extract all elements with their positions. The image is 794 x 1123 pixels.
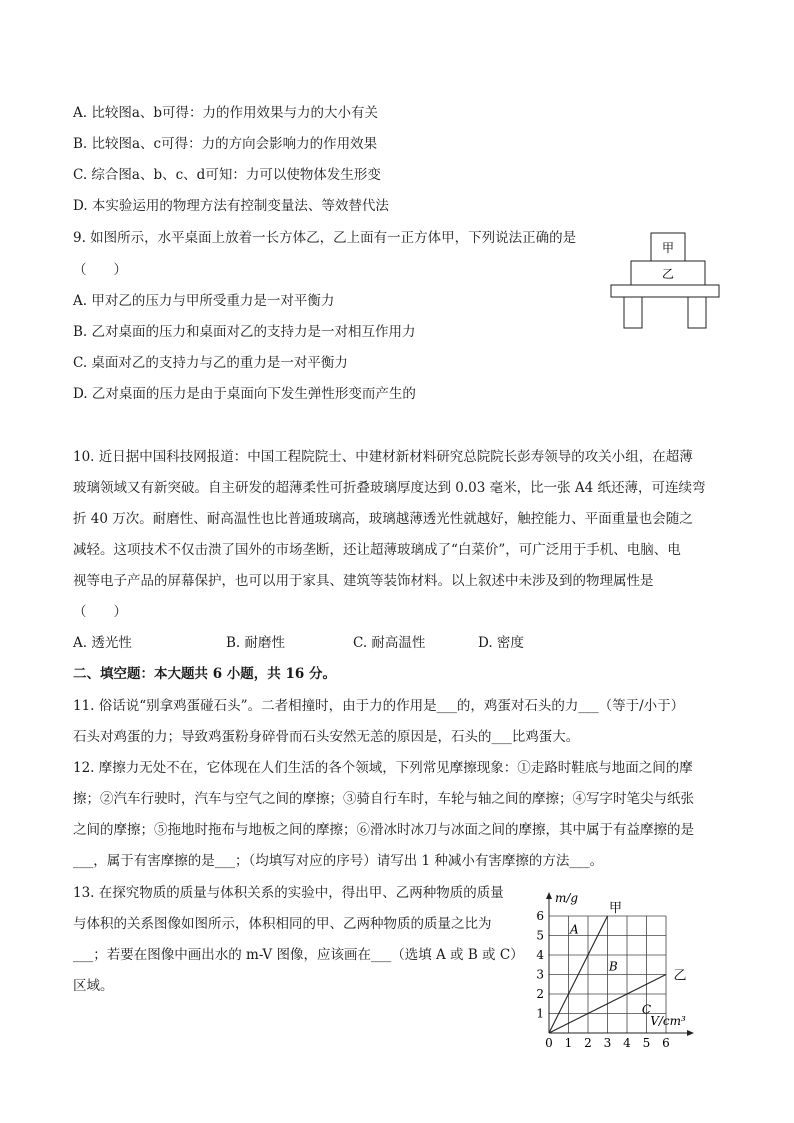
q13-line-4: 区域。 — [73, 978, 114, 994]
q10-option-a: A. 透光性 — [73, 635, 132, 651]
q13-mv-chart — [520, 880, 730, 1050]
q11-line-2: 石头对鸡蛋的力；导致鸡蛋粉身碎骨而石头安然无恙的原因是，石头的___比鸡蛋大。 — [73, 729, 580, 745]
y-tick-label: 2 — [536, 987, 544, 1001]
q8-option-c: C. 综合图a、b、c、d可知：力可以使物体发生形变 — [73, 167, 381, 183]
q10-option-c: C. 耐高温性 — [353, 635, 426, 651]
q9-figure-blocks-on-table — [608, 228, 724, 334]
x-tick-label: 3 — [603, 1036, 612, 1050]
region-label-C: C — [641, 1002, 652, 1017]
x-axis-label: V/cm³ — [650, 1014, 686, 1028]
q11-line-1: 11. 俗话说“别拿鸡蛋碰石头”。二者相撞时，由于力的作用是___的，鸡蛋对石头的力___（等于/小于） — [73, 698, 685, 714]
y-axis-arrow — [546, 892, 552, 899]
q10-line-5: 视等电子产品的屏幕保护，也可以用于家具、建筑等装饰材料。以上叙述中未涉及到的物理属性是 — [73, 573, 654, 589]
series-label-2: 乙 — [673, 968, 687, 984]
table-leg-right — [688, 297, 706, 328]
q8-option-b: B. 比较图a、c可得：力的方向会影响力的作用效果 — [73, 136, 378, 152]
q12-line-3: 之间的摩擦；⑤拖地时拖布与地板之间的摩擦；⑥滑冰时冰刀与冰面之间的摩擦，其中属于有益摩擦的是 — [73, 822, 694, 838]
q9-option-b: B. 乙对桌面的压力和桌面对乙的支持力是一对相互作用力 — [73, 324, 416, 340]
x-tick-label: 1 — [564, 1036, 573, 1050]
x-tick-label: 6 — [662, 1036, 670, 1050]
table-leg-left — [624, 297, 642, 328]
q12-line-2: 擦；②汽车行驶时，汽车与空气之间的摩擦；③骑自行车时，车轮与轴之间的摩擦；④写字时笔尖与纸张 — [73, 791, 694, 807]
q8-option-a: A. 比较图a、b可得：力的作用效果与力的大小有关 — [73, 105, 379, 121]
q10-line-2: 玻璃领域又有新突破。自主研发的超薄柔性可折叠玻璃厚度达到 0.03 毫米，比一张 A4 纸还薄，可连续弯 — [73, 480, 706, 496]
q9-stem: 9. 如图所示，水平桌面上放着一长方体乙，乙上面有一正方体甲，下列说法正确的是 — [73, 230, 577, 246]
x-tick-label: 0 — [545, 1036, 553, 1050]
q10-line-4: 减轻。这项技术不仅击溃了国外的市场垄断，还让超薄玻璃成了“白菜价”，可广泛用于手机、电脑、电 — [73, 542, 681, 558]
q12-line-1: 12. 摩擦力无处不在，它体现在人们生活的各个领域，下列常见摩擦现象：①走路时鞋底与地面之间的摩 — [73, 760, 693, 776]
q9-option-c: C. 桌面对乙的支持力与乙的重力是一对平衡力 — [73, 355, 348, 371]
y-tick-label: 4 — [536, 948, 544, 962]
series-label-1: 甲 — [608, 901, 623, 916]
y-tick-label: 3 — [536, 967, 544, 982]
q12-line-4: ___，属于有害摩擦的是___；（均填写对应的序号）请写出 1 种减小有害摩擦的方法___。 — [73, 853, 604, 869]
x-tick-label: 4 — [623, 1036, 631, 1050]
q10-line-3: 折 40 万次。耐磨性、耐高温性也比普通玻璃高，玻璃越薄透光性就越好，触控能力、平面重量也会随之 — [73, 511, 693, 527]
section-title-fill-in: 二、填空题：本大题共 6 小题，共 16 分。 — [73, 666, 336, 682]
x-tick-label: 2 — [584, 1036, 592, 1050]
q9-option-a: A. 甲对乙的压力与甲所受重力是一对平衡力 — [73, 293, 335, 309]
table-top — [611, 285, 719, 297]
q10-option-b: B. 耐磨性 — [226, 635, 286, 651]
x-tick-label: 5 — [642, 1036, 651, 1050]
y-tick-label: 5 — [536, 928, 544, 943]
q8-option-d: D. 本实验运用的物理方法有控制变量法、等效替代法 — [73, 198, 389, 214]
q13-line-1: 13. 在探究物质的质量与体积关系的实验中，得出甲、乙两种物质的质量 — [73, 885, 504, 901]
q13-line-2: 与体积的关系图像如图所示，体积相同的甲、乙两种物质的质量之比为 — [73, 916, 492, 932]
block-yi-label: 乙 — [661, 267, 675, 281]
y-tick-label: 1 — [536, 1006, 544, 1021]
x-axis-arrow — [687, 1030, 694, 1036]
q9-option-d: D. 乙对桌面的压力是由于桌面向下发生弹性形变而产生的 — [73, 386, 416, 402]
q9-answer-blank: （ ） — [73, 262, 127, 278]
q10-option-d: D. 密度 — [478, 635, 524, 651]
region-label-B: B — [608, 959, 618, 974]
y-tick-label: 6 — [536, 909, 544, 923]
region-label-A: A — [570, 922, 579, 937]
y-axis-label: m/g — [555, 891, 579, 905]
q10-answer-blank: （ ） — [73, 604, 127, 620]
q10-line-1: 10. 近日据中国科技网报道：中国工程院院士、中建材新材料研究总院院长彭寿领导的攻关小组，在超薄 — [73, 449, 693, 465]
q13-line-3: ___；若要在图像中画出水的 m-V 图像，应该画在___（选填 A 或 B 或 C） — [73, 947, 524, 963]
block-jia-label: 甲 — [661, 241, 675, 255]
